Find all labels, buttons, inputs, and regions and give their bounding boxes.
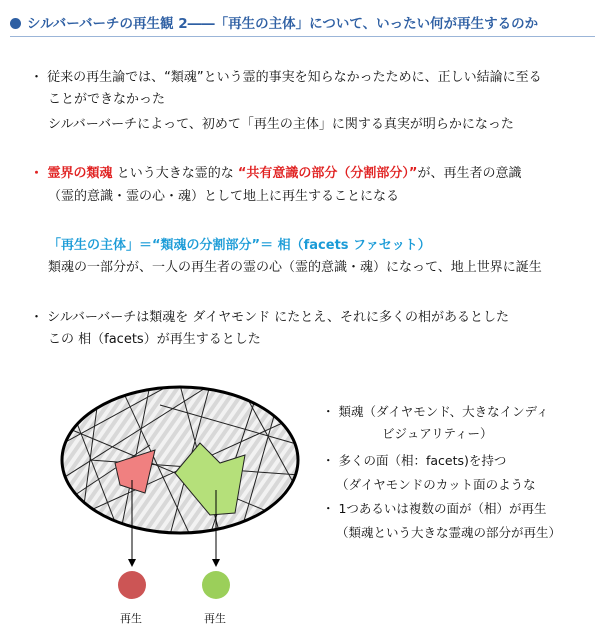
- note2-line2: （ダイヤモンドのカット面のような: [336, 477, 536, 492]
- section4-line1: ・ シルバーバーチは類魂を ダイヤモンド にたとえ、それに多くの相があるとした: [30, 310, 510, 325]
- note1-line1: ・ 類魂（ダイヤモンド、大きなインディ: [322, 404, 549, 419]
- ball-label-left: 再生: [120, 612, 142, 625]
- note3-line2: （類魂という大きな霊魂の部分が再生）: [336, 525, 562, 540]
- ball-label-right: 再生: [204, 612, 226, 625]
- section2-line2: （霊的意識・霊の心・魂）として地上に再生することになる: [48, 189, 400, 204]
- red-text-2: “共有意識の部分（分割部分）”: [237, 166, 418, 181]
- note1-line2: ビジュアリティー）: [382, 426, 493, 441]
- note3-line1: ・ 1つあるいは複数の面が（相）が再生: [322, 501, 547, 516]
- title-bullet-icon: [10, 18, 21, 29]
- red-ball: [118, 571, 146, 599]
- section4-line2: この 相（facets）が再生するとした: [48, 332, 261, 347]
- arrow-right-head: [212, 559, 220, 567]
- title-divider: [10, 36, 595, 37]
- green-ball: [202, 571, 230, 599]
- page-title: シルバーバーチの再生観 2――「再生の主体」について、いったい何が再生するのか: [10, 12, 595, 32]
- section3-line2: 類魂の一部分が、一人の再生者の霊の心（霊的意識・魂）になって、地上世界に誕生: [48, 260, 542, 275]
- section3-blue-line: 「再生の主体」＝“類魂の分割部分”＝ 相（facets ファセット）: [48, 238, 431, 253]
- diamond-diagram: [60, 385, 310, 610]
- arrow-left-head: [128, 559, 136, 567]
- section1-line1: ・ 従来の再生論では、“類魂”という霊的事実を知らなかったために、正しい結論に至る: [30, 70, 542, 85]
- note2-line1: ・ 多くの面（相：facets)を持つ: [322, 453, 507, 468]
- section1-line3: シルバーバーチによって、初めて「再生の主体」に関する真実が明らかになった: [48, 117, 514, 132]
- section1-line2: ことができなかった: [48, 92, 166, 107]
- section2-line1: ・ 霊界の類魂 という大きな霊的な “共有意識の部分（分割部分）”が、再生者の意識: [30, 166, 522, 181]
- red-text-1: 霊界の類魂: [47, 166, 113, 181]
